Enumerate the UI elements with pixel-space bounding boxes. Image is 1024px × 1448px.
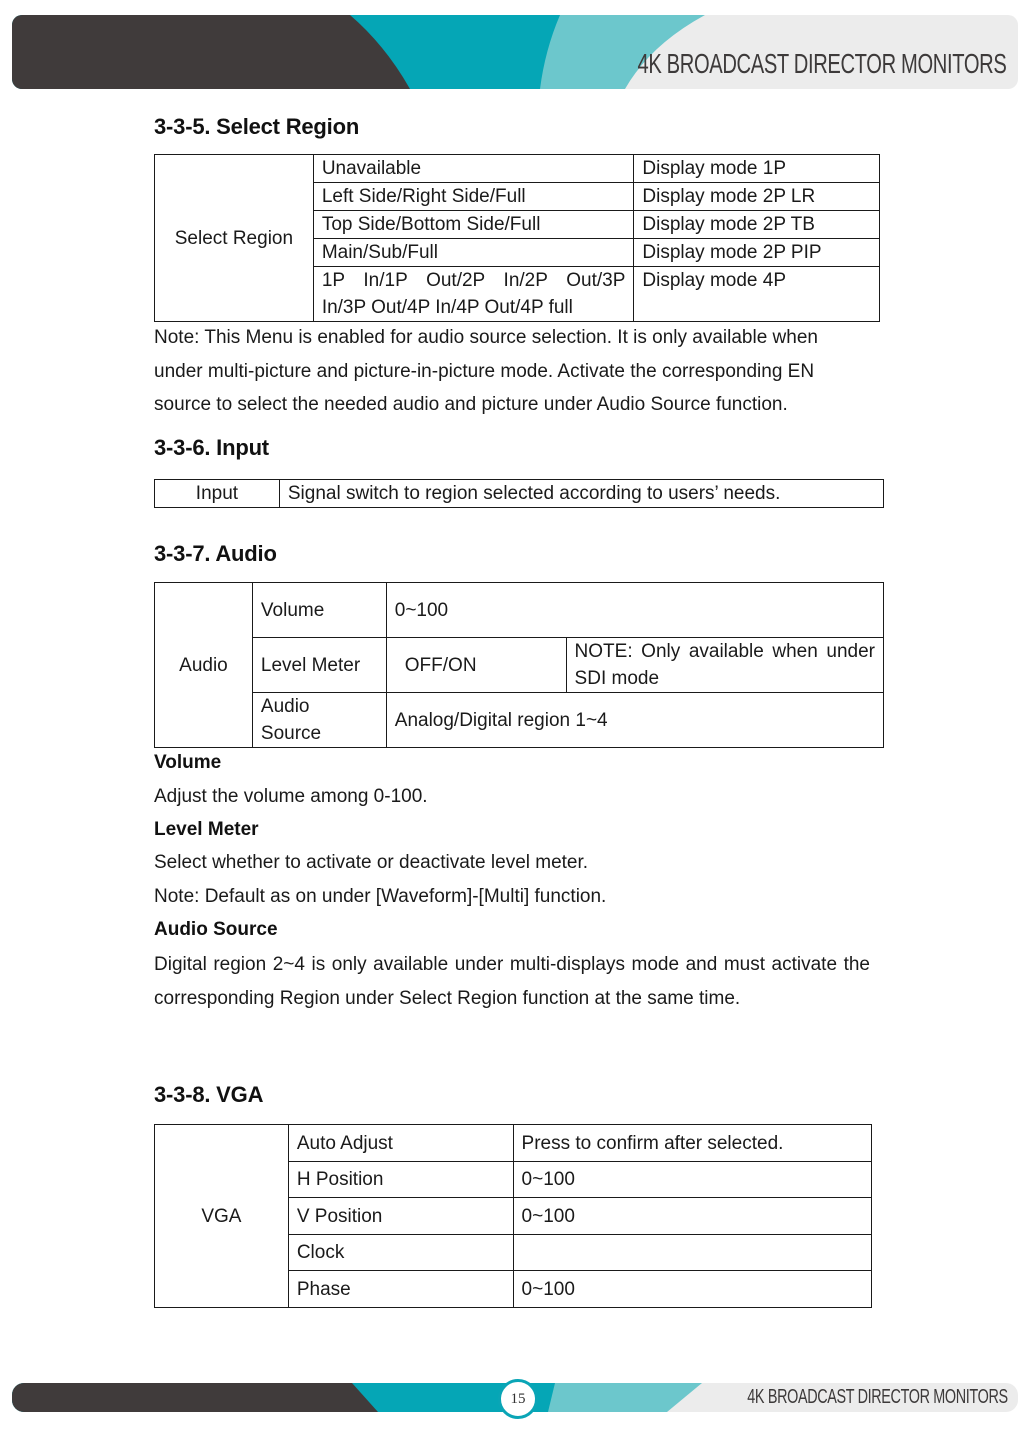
region-option-line2: In/3P Out/4P In/4P Out/4P full	[321, 297, 573, 318]
level-meter-label: Level Meter	[252, 638, 386, 693]
level-meter-note: NOTE: Only available when under SDI mode	[566, 638, 883, 693]
vga-setting-value: 0~100	[513, 1198, 871, 1235]
region-option: Main/Sub/Full	[313, 239, 634, 267]
input-label: Input	[155, 480, 280, 508]
vga-setting-label: Phase	[288, 1271, 513, 1308]
volume-label: Volume	[252, 583, 386, 638]
table-row	[155, 1125, 872, 1162]
table-row	[155, 638, 884, 693]
region-option: Top Side/Bottom Side/Full	[313, 211, 634, 239]
vga-setting-value: 0~100	[513, 1162, 871, 1198]
table-row	[155, 480, 884, 508]
region-option	[313, 267, 634, 322]
table-row	[155, 693, 884, 748]
display-mode: Display mode 1P	[634, 155, 880, 183]
display-mode: Display mode 2P PIP	[634, 239, 880, 267]
select-region-label: Select Region	[155, 155, 314, 322]
vga-setting-label: V Position	[288, 1198, 513, 1235]
page-number: 15	[498, 1379, 538, 1419]
section-heading-input: 3-3-6. Input	[154, 435, 269, 460]
vga-setting-value: Press to confirm after selected.	[513, 1125, 871, 1162]
select-region-note: Note: This Menu is enabled for audio source selection. It is only available when under multi-picture and picture-in-picture mode. Activate the corresponding EN source to select the needed audio and picture under Audio Source function.	[154, 327, 818, 415]
section-heading-audio: 3-3-7. Audio	[154, 541, 277, 566]
table-row	[155, 583, 884, 638]
volume-title: Volume	[154, 752, 222, 773]
section-heading-vga: 3-3-8. VGA	[154, 1082, 264, 1107]
select-region-table	[154, 154, 880, 322]
volume-value: 0~100	[386, 583, 883, 638]
vga-label: VGA	[155, 1125, 289, 1308]
audio-source-value: Analog/Digital region 1~4	[386, 693, 883, 748]
vga-setting-value	[513, 1235, 871, 1271]
level-meter-value: OFF/ON	[386, 638, 566, 693]
input-table	[154, 479, 884, 508]
display-mode: Display mode 2P LR	[634, 183, 880, 211]
vga-setting-label: Clock	[288, 1235, 513, 1271]
display-mode: Display mode 2P TB	[634, 211, 880, 239]
volume-text: Adjust the volume among 0-100.	[154, 786, 428, 807]
region-option: Unavailable	[313, 155, 634, 183]
header-title: 4K BROADCAST DIRECTOR MONITORS	[637, 48, 1006, 79]
input-description: Signal switch to region selected according to users’ needs.	[279, 480, 883, 508]
audio-source-title: Audio Source	[154, 919, 278, 940]
level-meter-title: Level Meter	[154, 819, 259, 840]
level-meter-text: Select whether to activate or deactivate level meter.	[154, 852, 589, 873]
footer-title: 4K BROADCAST DIRECTOR MONITORS	[747, 1386, 1008, 1408]
audio-table	[154, 582, 884, 748]
display-mode: Display mode 4P	[634, 267, 880, 322]
audio-label: Audio	[155, 583, 253, 748]
section-heading-select-region: 3-3-5. Select Region	[154, 114, 360, 139]
region-option-line1: 1P In/1P Out/2P In/2P Out/3P	[321, 270, 626, 291]
table-row	[155, 155, 880, 183]
audio-source-label-line2: Source	[260, 723, 322, 744]
audio-source-text: Digital region 2~4 is only available under multi-displays mode and must activate the corresponding Region under Select Region function at the same time.	[154, 954, 870, 1009]
vga-table	[154, 1124, 872, 1308]
vga-setting-value: 0~100	[513, 1271, 871, 1308]
vga-setting-label: H Position	[288, 1162, 513, 1198]
vga-setting-label: Auto Adjust	[288, 1125, 513, 1162]
region-option: Left Side/Right Side/Full	[313, 183, 634, 211]
level-meter-note-text: Note: Default as on under [Waveform]-[Multi] function.	[154, 886, 607, 907]
audio-source-label	[252, 693, 386, 748]
audio-source-label-line1: Audio	[260, 696, 310, 717]
